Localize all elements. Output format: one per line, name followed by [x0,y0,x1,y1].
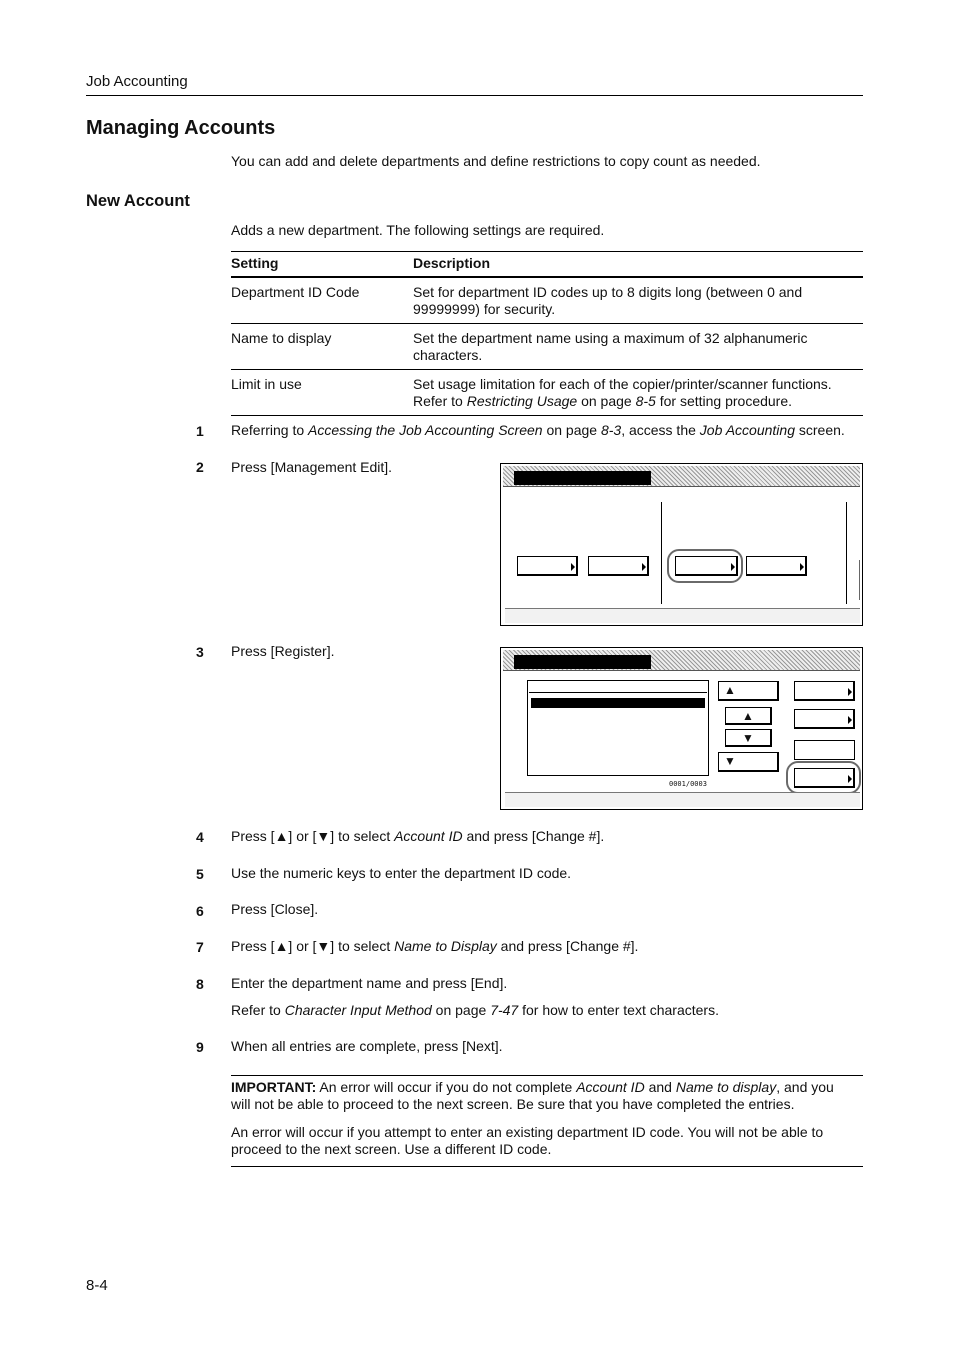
divider [661,502,662,604]
scroll-bottom-button[interactable] [718,752,779,772]
screen-button[interactable] [588,556,649,576]
step-number: 5 [196,866,204,882]
screen-footer [505,608,860,623]
step-text: When all entries are complete, press [Next]. [231,1038,503,1054]
table-cell-description [413,323,863,369]
desc-line: Refer to Restricting Usage on page 8-5 for setting procedure. [413,392,793,409]
screen-button[interactable] [794,709,855,729]
screen-button[interactable] [746,556,807,576]
step-number: 4 [196,829,204,845]
screen-footer [505,792,860,807]
desc-line: Set usage limitation for each of the copier/printer/scanner functions. [413,375,832,392]
screen-button[interactable] [794,681,855,701]
up-arrow-icon: ▲ [742,709,754,723]
important-rule-bottom [231,1166,863,1167]
desc-line: characters. [413,346,483,363]
step-text: Press [▲] or [▼] to select Name to Display and press [Change #]. [231,938,639,954]
step-text: Press [▲] or [▼] to select Account ID and press [Change #]. [231,828,605,844]
table-cell-setting: Name to display [231,323,413,369]
step-note: Refer to Character Input Method on page 7-47 for how to enter text characters. [231,1002,719,1018]
desc-line: 99999999) for security. [413,300,556,317]
table-header-description: Description [413,252,863,277]
important-line: IMPORTANT: An error will occur if you do not complete Account ID and Name to display, and you [231,1079,834,1095]
step-text: Press [Management Edit]. [231,459,393,475]
table-cell-setting: Limit in use [231,369,413,415]
table-cell-description [413,369,863,415]
step-number: 3 [196,644,204,660]
step-text: Referring to Accessing the Job Accounting Screen on page 8-3, access the Job Accounting screen. [231,422,845,438]
table-cell-description [413,277,863,324]
highlight-callout [786,761,861,794]
step-text: Use the numeric keys to enter the department ID code. [231,865,572,881]
table-cell-setting: Department ID Code [231,277,413,324]
page-reference: 8-5 [635,392,656,409]
subsection-intro: Adds a new department. The following settings are required. [231,222,605,238]
running-header: Job Accounting [86,73,188,90]
section-title: Managing Accounts [86,117,276,139]
table-header-row [231,252,863,277]
table-header-setting: Setting [231,252,413,277]
important-line: will not be able to proceed to the next screen. Be sure that you have completed the entries. [231,1096,795,1112]
header-rule [86,95,863,96]
step-number: 1 [196,423,204,439]
step-text: Enter the department name and press [End]. [231,975,508,991]
step-text: Press [Register]. [231,643,335,659]
page-number: 8-4 [86,1277,108,1294]
scroll-down-button[interactable] [725,729,772,747]
screen-button[interactable] [517,556,578,576]
down-arrow-icon: ▼ [724,754,736,768]
subsection-title: New Account [86,192,190,210]
step-number: 2 [196,459,204,475]
screen-button-disabled [794,740,855,760]
page-counter: 0001/0003 [669,780,707,788]
screen-title-bar [503,650,860,671]
step-text: Press [Close]. [231,901,319,917]
table-row [231,369,863,415]
table-row [231,323,863,369]
important-label: IMPORTANT: [231,1079,317,1095]
scroll-top-button[interactable] [718,681,779,701]
important-line: proceed to the next screen. Use a different ID code. [231,1141,552,1157]
step-number: 6 [196,903,204,919]
step-number: 9 [196,1039,204,1055]
department-list[interactable] [527,680,709,776]
desc-line: Set the department name using a maximum of 32 alphanumeric [413,329,808,346]
screen-title-bar [503,466,860,487]
important-line: An error will occur if you attempt to enter an existing department ID code. You will not be able to [231,1124,824,1140]
scroll-up-button[interactable] [725,707,772,725]
scroll-edge [859,560,860,600]
table-row [231,277,863,324]
down-arrow-icon: ▼ [742,731,754,745]
important-note [231,1079,863,1113]
step-number: 8 [196,976,204,992]
up-arrow-icon: ▲ [724,683,736,697]
step-number: 7 [196,939,204,955]
selected-list-row[interactable] [531,698,705,708]
important-rule-top [231,1075,863,1076]
job-accounting-screen [500,463,863,626]
desc-line: Set for department ID codes up to 8 digits long (between 0 and [413,283,803,300]
divider [846,502,847,604]
settings-table [231,251,863,416]
important-note-2 [231,1124,863,1158]
cross-reference: Restricting Usage [466,392,578,409]
section-intro: You can add and delete departments and define restrictions to copy count as needed. [231,153,761,169]
highlight-callout [667,549,743,583]
management-edit-screen [500,647,863,810]
